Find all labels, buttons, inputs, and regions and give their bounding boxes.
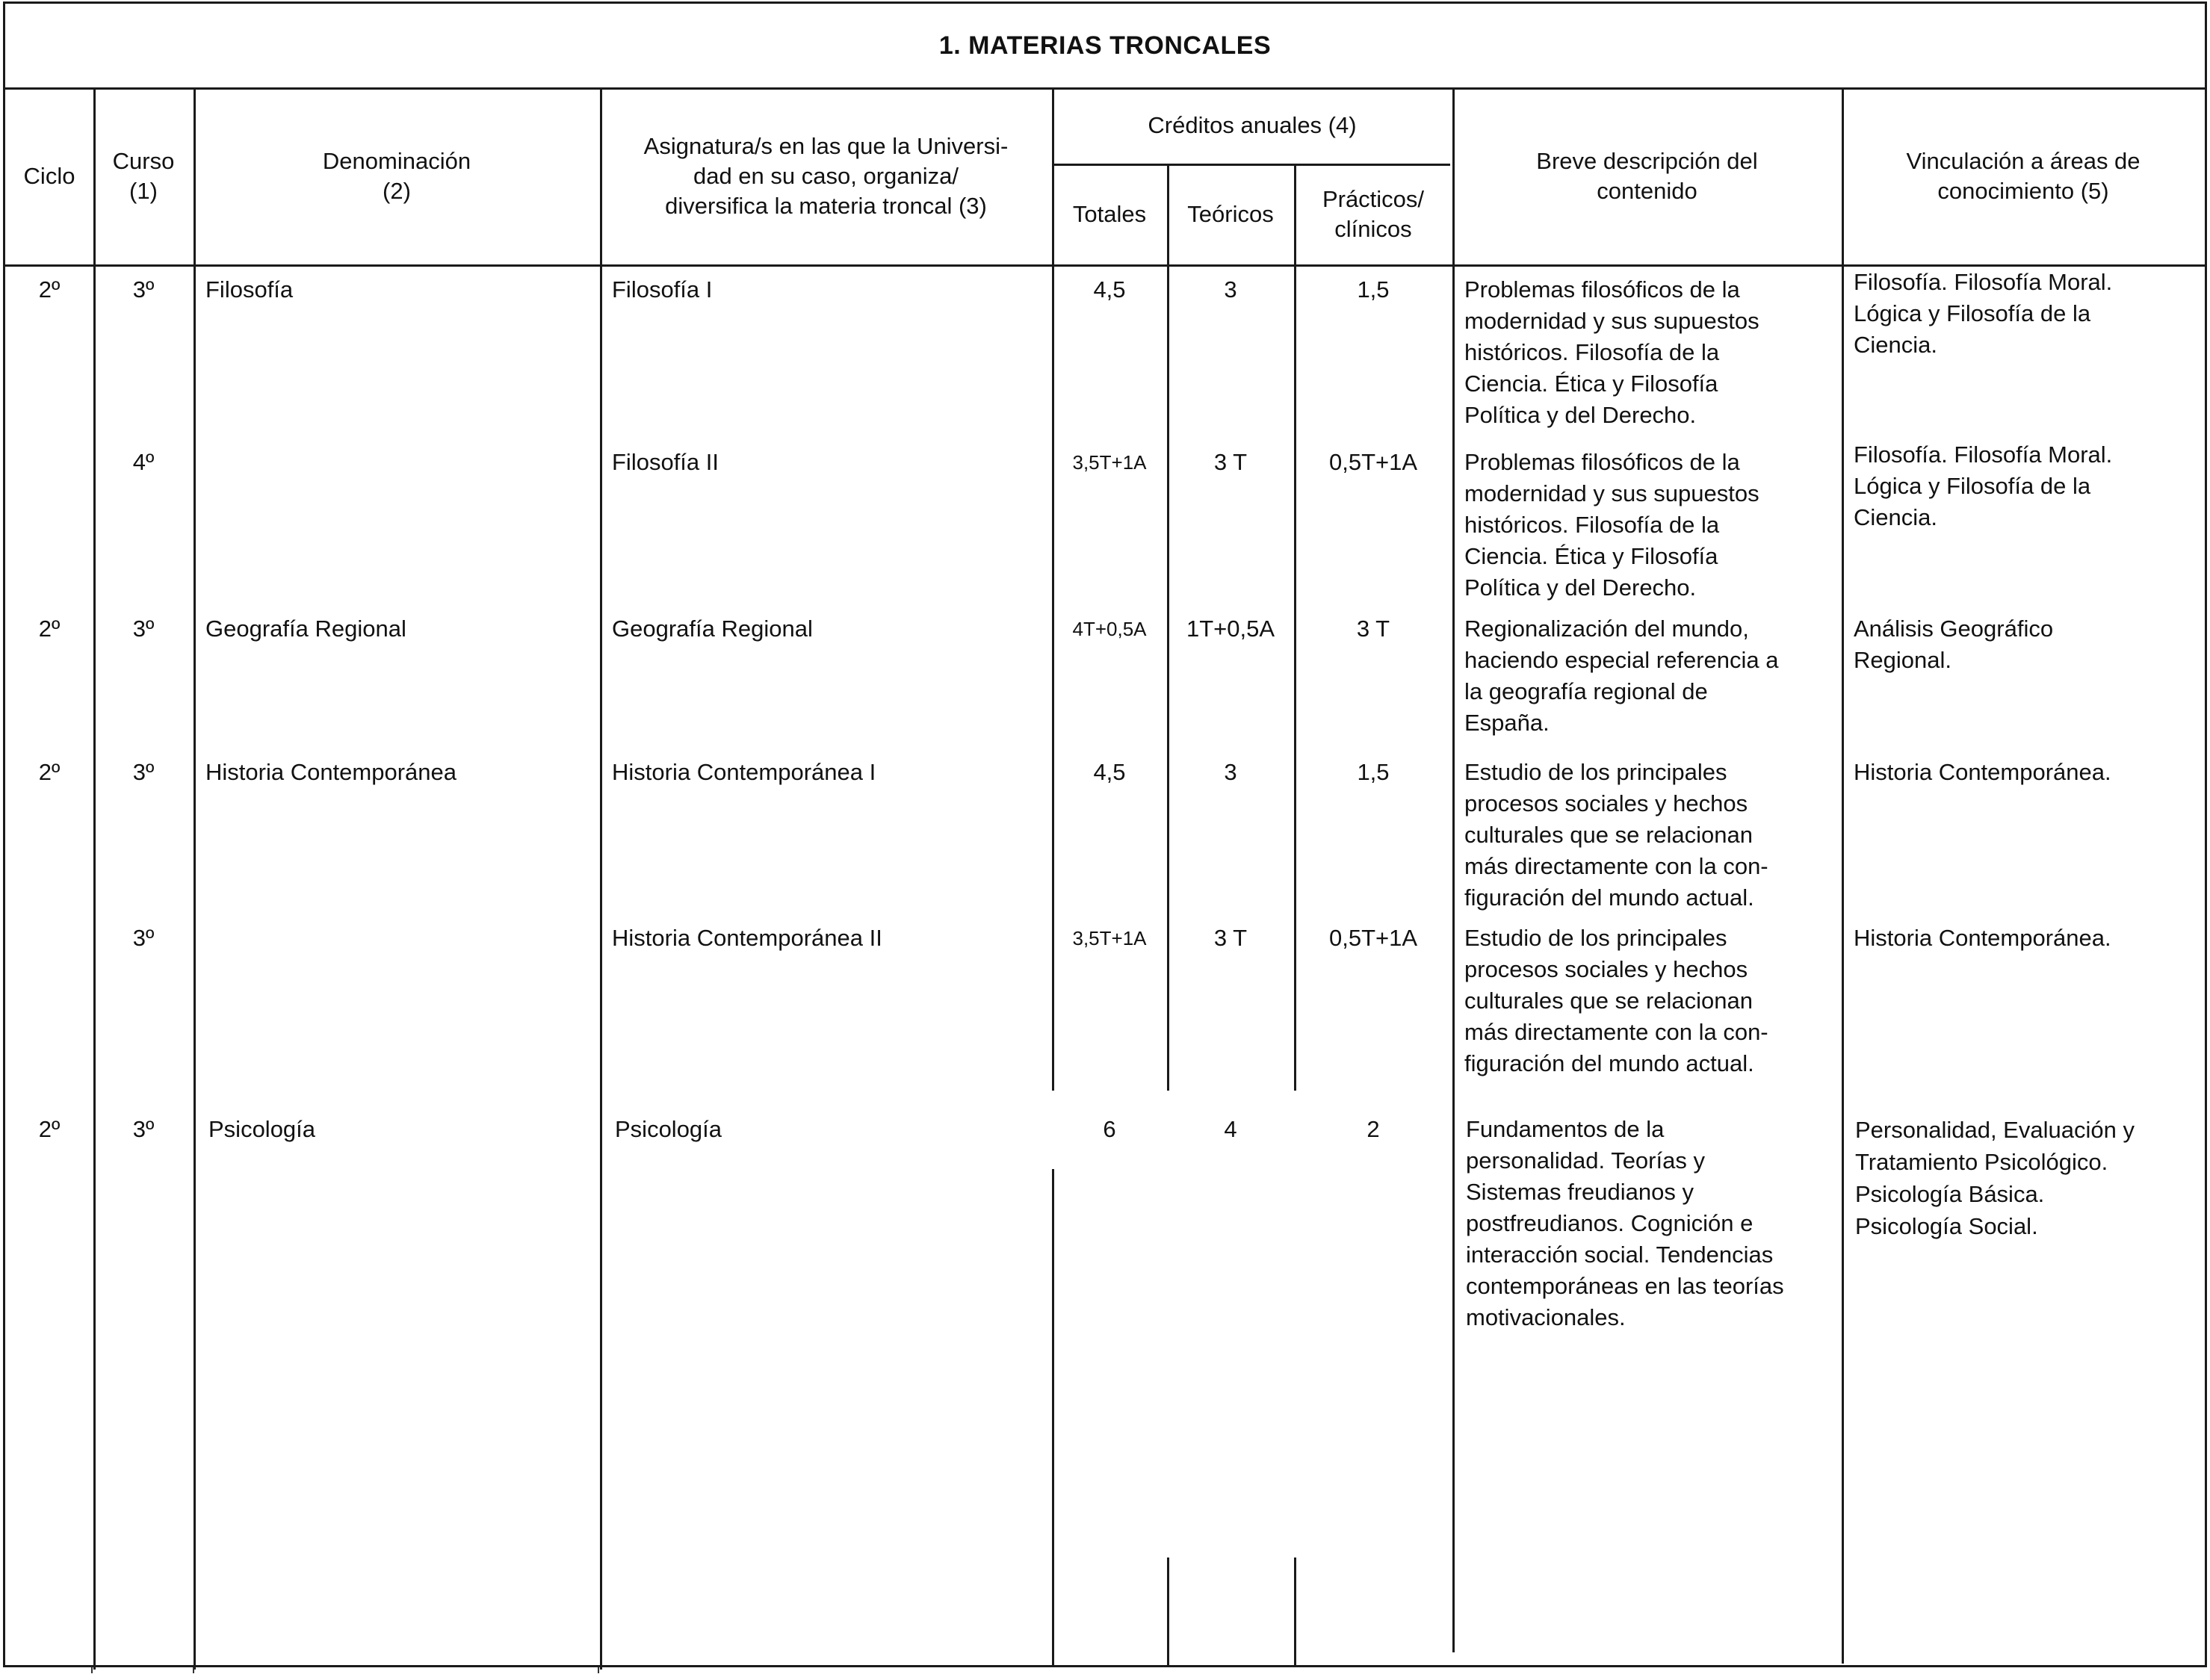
row-vinculacion: Personalidad, Evaluación y Tratamiento Psicológico. Psicología Básica. Psicología Social. bbox=[1855, 1117, 2135, 1239]
row-curso: 3º bbox=[132, 1116, 155, 1142]
row-descripcion: Regionalización del mundo, haciendo especial referencia a la geografía regional de España. bbox=[1464, 616, 1779, 736]
row-vinculacion: Historia Contemporánea. bbox=[1854, 759, 2111, 785]
col-line-totales-lower bbox=[1052, 1169, 1054, 1666]
col-line-curso bbox=[93, 87, 96, 1670]
header-curso: Curso (1) bbox=[112, 147, 175, 204]
row-teoricos: 3 T bbox=[1213, 449, 1248, 475]
header-practicos: Prácticos/ clínicos bbox=[1322, 185, 1425, 242]
bottom-tick bbox=[193, 1667, 194, 1673]
row-teoricos: 4 bbox=[1224, 1116, 1237, 1142]
row-teoricos: 3 bbox=[1224, 759, 1237, 785]
row-curso: 3º bbox=[132, 925, 155, 951]
row-vinculacion: Filosofía. Filosofía Moral. Lógica y Filosofía de la Ciencia. bbox=[1854, 441, 2113, 530]
bottom-tick bbox=[91, 1667, 93, 1673]
row-totales: 4,5 bbox=[1093, 276, 1126, 303]
row-teoricos: 3 T bbox=[1213, 925, 1248, 951]
row-totales: 3,5T+1A bbox=[1072, 927, 1147, 949]
col-line-vinculacion bbox=[1842, 87, 1844, 1664]
row-ciclo: 2º bbox=[38, 616, 61, 642]
row-denominacion: Filosofía bbox=[205, 276, 294, 303]
row-descripcion: Problemas filosóficos de la modernidad y sus supuestos históricos. Filosofía de la Ciencia. Ética y Filosofía Política y del Derecho. bbox=[1464, 449, 1759, 601]
header-descripcion: Breve descripción del contenido bbox=[1536, 147, 1758, 204]
header-teoricos: Teóricos bbox=[1187, 200, 1274, 227]
row-vinculacion: Historia Contemporánea. bbox=[1854, 925, 2111, 951]
row-totales: 4T+0,5A bbox=[1072, 618, 1147, 640]
row-vinculacion: Análisis Geográfico Regional. bbox=[1854, 616, 2054, 673]
col-line-asignatura bbox=[600, 87, 602, 1670]
col-line-descripcion bbox=[1452, 87, 1455, 1652]
row-descripcion: Estudio de los principales procesos sociales y hechos culturales que se relacionan más directamente con la con- figuración del mundo actual. bbox=[1464, 759, 1768, 911]
row-ciclo: 2º bbox=[38, 276, 61, 303]
row-totales: 6 bbox=[1103, 1116, 1116, 1142]
row-descripcion: Estudio de los principales procesos sociales y hechos culturales que se relacionan más directamente con la con- figuración del mundo actual. bbox=[1464, 925, 1768, 1076]
row-vinculacion: Filosofía. Filosofía Moral. Lógica y Filosofía de la Ciencia. bbox=[1854, 269, 2113, 358]
row-teoricos: 3 bbox=[1224, 276, 1237, 303]
row-practicos: 0,5T+1A bbox=[1328, 925, 1418, 951]
row-curso: 4º bbox=[132, 449, 155, 475]
row-practicos: 2 bbox=[1366, 1116, 1380, 1142]
row-practicos: 0,5T+1A bbox=[1328, 449, 1418, 475]
row-denominacion: Historia Contemporánea bbox=[205, 759, 457, 785]
col-line-denominacion bbox=[194, 87, 196, 1670]
troncales-table bbox=[3, 1, 2207, 1667]
header-ciclo: Ciclo bbox=[23, 162, 75, 189]
row-totales: 3,5T+1A bbox=[1072, 451, 1147, 474]
row-teoricos: 1T+0,5A bbox=[1186, 616, 1275, 642]
table-title: 1. MATERIAS TRONCALES bbox=[938, 31, 1272, 60]
row-descripcion: Fundamentos de la personalidad. Teorías y Sistemas freudianos y postfreudianos. Cognición e interacción social. Tendencias contemporáneas en las teorías motivacionales. bbox=[1466, 1116, 1784, 1330]
row-asignatura: Historia Contemporánea I bbox=[612, 759, 876, 785]
row-denominacion: Psicología bbox=[208, 1116, 316, 1142]
row-asignatura: Filosofía I bbox=[612, 276, 713, 303]
header-totales: Totales bbox=[1072, 200, 1147, 227]
bottom-tick bbox=[598, 1667, 599, 1673]
row-asignatura: Geografía Regional bbox=[612, 616, 813, 642]
col-line-teoricos-lower bbox=[1167, 1557, 1169, 1666]
row-denominacion: Geografía Regional bbox=[205, 616, 406, 642]
header-creditos: Créditos anuales (4) bbox=[1148, 112, 1357, 138]
row-practicos: 1,5 bbox=[1357, 759, 1390, 785]
row-asignatura: Historia Contemporánea II bbox=[612, 925, 882, 951]
row-practicos: 1,5 bbox=[1357, 276, 1390, 303]
col-line-practicos-lower bbox=[1294, 1557, 1296, 1666]
row-ciclo: 2º bbox=[38, 1116, 61, 1142]
row-asignatura: Psicología bbox=[615, 1116, 722, 1142]
row-totales: 4,5 bbox=[1093, 759, 1126, 785]
row-curso: 3º bbox=[132, 759, 155, 785]
row-curso: 3º bbox=[132, 276, 155, 303]
row-asignatura: Filosofía II bbox=[612, 449, 719, 475]
row-curso: 3º bbox=[132, 616, 155, 642]
header-vinculacion: Vinculación a áreas de conocimiento (5) bbox=[1906, 147, 2141, 204]
header-asignatura: Asignatura/s en las que la Universi- dad en su caso, organiza/ diversifica la materia troncal (3) bbox=[643, 132, 1009, 219]
header-denominacion: Denominación (2) bbox=[322, 147, 471, 204]
row-practicos: 3 T bbox=[1356, 616, 1390, 642]
row-ciclo: 2º bbox=[38, 759, 61, 785]
row-descripcion: Problemas filosóficos de la modernidad y sus supuestos históricos. Filosofía de la Ciencia. Ética y Filosofía Política y del Derecho. bbox=[1464, 276, 1759, 428]
